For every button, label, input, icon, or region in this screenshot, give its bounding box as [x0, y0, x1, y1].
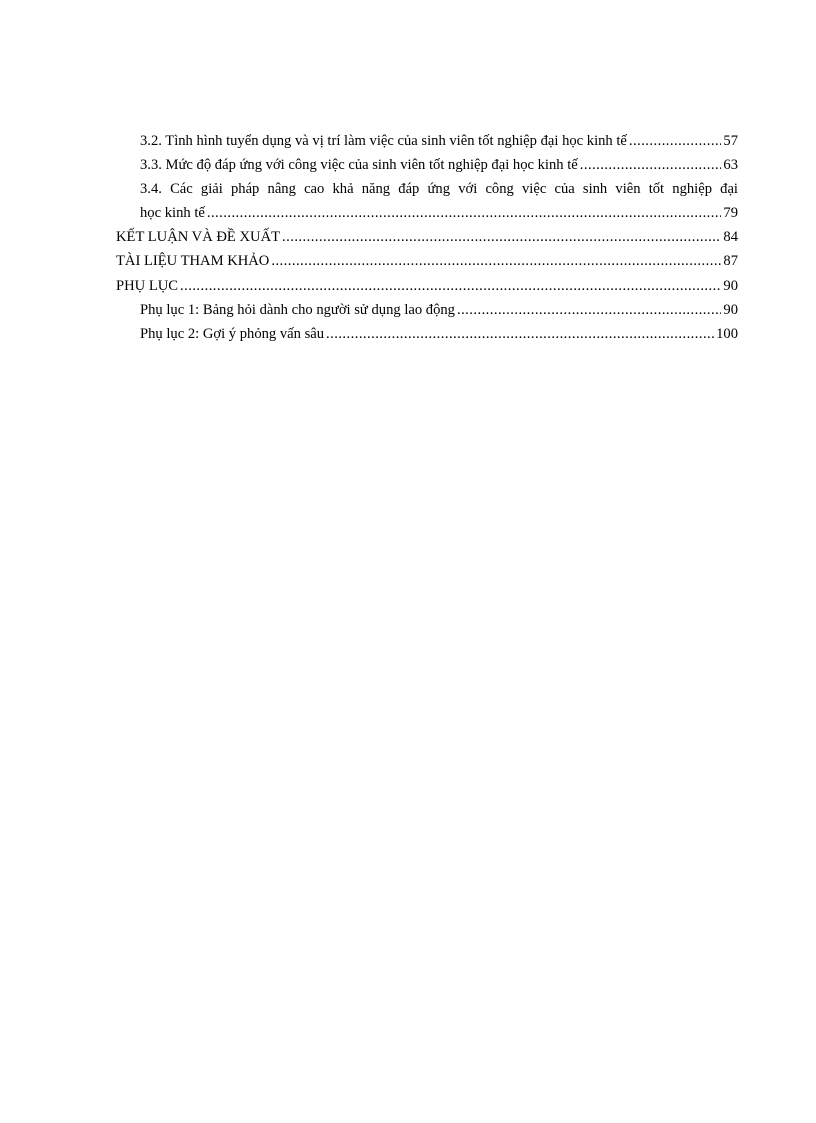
toc-entry-title: TÀI LIỆU THAM KHẢO — [116, 253, 270, 270]
toc-entry-appendix[interactable] — [116, 274, 738, 298]
toc-dot-leader — [580, 153, 722, 177]
toc-entry-title-line2: học kinh tế — [140, 205, 205, 222]
toc-dot-leader — [457, 298, 721, 322]
table-of-contents — [116, 129, 738, 346]
toc-entry-page: 90 — [723, 301, 738, 318]
toc-entry-page: 90 — [723, 277, 738, 294]
toc-entry-title: 3.3. Mức độ đáp ứng với công việc của sinh viên tốt nghiệp đại học kinh tế — [140, 157, 578, 174]
toc-dot-leader — [180, 274, 721, 298]
toc-entry-page: 84 — [723, 229, 738, 246]
toc-entry-line2 — [140, 201, 738, 225]
toc-dot-leader — [271, 249, 721, 273]
toc-entry-references[interactable] — [116, 249, 738, 273]
toc-entry-title: 3.2. Tình hình tuyển dụng và vị trí làm việc của sinh viên tốt nghiệp đại học kinh tế — [140, 133, 627, 149]
toc-dot-leader — [282, 225, 721, 249]
toc-entry-page: 79 — [723, 205, 738, 222]
toc-entry-title: PHỤ LỤC — [116, 277, 179, 294]
toc-entry-3-3[interactable] — [116, 153, 738, 177]
toc-dot-leader — [207, 201, 722, 225]
toc-entry-title: Phụ lục 2: Gợi ý phỏng vấn sâu — [140, 325, 325, 342]
toc-entry-appendix-1[interactable] — [116, 298, 738, 322]
toc-entry-page: 57 — [723, 133, 738, 149]
toc-entry-page: 63 — [723, 157, 738, 174]
toc-dot-leader — [629, 129, 721, 153]
toc-entry-conclusion[interactable] — [116, 225, 738, 249]
toc-entry-title: KẾT LUẬN VÀ ĐỀ XUẤT — [116, 229, 281, 246]
toc-dot-leader — [326, 322, 714, 346]
toc-entry-page: 87 — [723, 253, 738, 270]
toc-entry-title: Phụ lục 1: Bảng hỏi dành cho người sử dụng lao động — [140, 301, 455, 318]
toc-entry-3-4[interactable] — [116, 177, 738, 225]
toc-entry-3-2[interactable] — [116, 129, 738, 153]
toc-entry-page: 100 — [716, 325, 738, 342]
toc-entry-appendix-2[interactable] — [116, 322, 738, 346]
toc-entry-title-line1: 3.4. Các giải pháp nâng cao khả năng đáp ứng với công việc của sinh viên tốt nghiệp đại — [140, 181, 738, 198]
